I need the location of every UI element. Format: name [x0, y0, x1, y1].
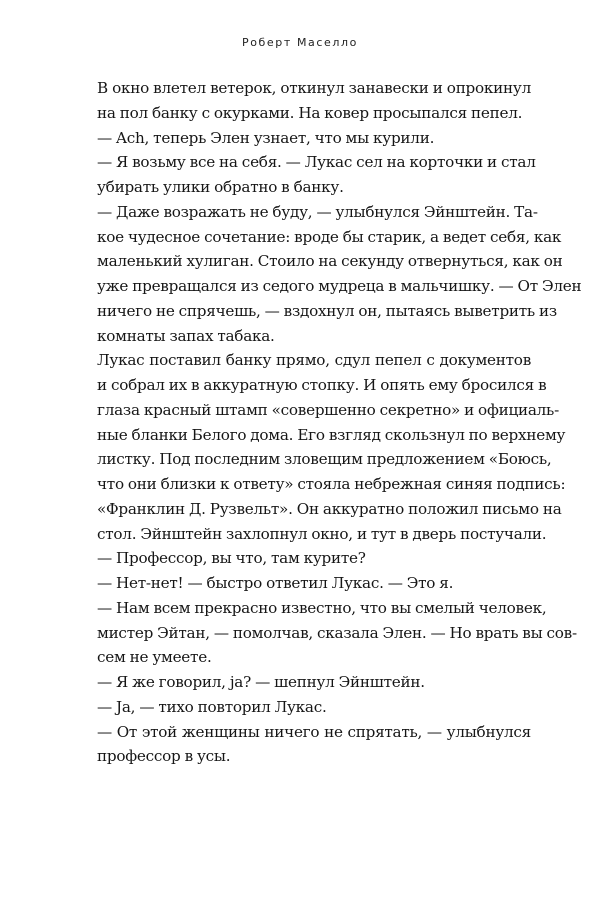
text-line: — Ach, теперь Элен узнает, что мы курили. [97, 128, 435, 147]
text-line: — Нам всем прекрасно известно, что вы смелый человек, [97, 598, 547, 617]
text-line: ные бланки Белого дома. Его взгляд скользнул по верхнему [97, 425, 566, 444]
text-line: стол. Эйнштейн захлопнул окно, и тут в дверь постучали. [97, 524, 547, 543]
text-line: и собрал их в аккуратную стопку. И опять ему бросился в [97, 376, 547, 394]
text-line: на пол банку с окурками. На ковер просыпался пепел. [97, 103, 523, 122]
text-line: — Даже возражать не буду, — улыбнулся Эйнштейн. Та- [97, 202, 538, 221]
text-line: — Ja, — тихо повторил Лукас. [97, 697, 327, 716]
text-line: кое чудесное сочетание: вроде бы старик, а ведет себя, как [97, 227, 562, 246]
text-line: мистер Эйтан, — помолчав, сказала Элен. — Но врать вы сов- [97, 623, 577, 642]
text-line: профессор в усы. [97, 747, 231, 766]
body-text [97, 76, 582, 769]
text-line: ничего не спрячешь, — вздохнул он, пытаясь выветрить из [97, 301, 557, 320]
text-line: — От этой женщины ничего не спрятать, — улыбнулся [97, 722, 531, 741]
text-line: уже превращался из седого мудреца в мальчишку. — От Элен [97, 277, 582, 295]
text-line: комнаты запах табака. [97, 326, 275, 345]
text-line: сем не умеете. [97, 648, 212, 667]
text-line: — Нет-нет! — быстро ответил Лукас. — Это я. [97, 574, 454, 592]
text-line: маленький хулиган. Стоило на секунду отвернуться, как он [97, 252, 563, 271]
text-line: что они близки к ответу» стояла небрежная синяя подпись: [97, 475, 566, 493]
text-line: — Профессор, вы что, там курите? [97, 549, 366, 568]
text-line: — Я же говорил, ja? — шепнул Эйнштейн. [97, 673, 425, 691]
text-line: глаза красный штамп «совершенно секретно» и официаль- [97, 400, 559, 419]
text-line: В окно влетел ветерок, откинул занавески и опрокинул [97, 79, 531, 97]
text-line: — Я возьму все на себя. — Лукас сел на корточки и стал [97, 153, 536, 172]
text-line: убирать улики обратно в банку. [97, 178, 344, 196]
text-line: листку. Под последним зловещим предложением «Боюсь, [97, 450, 552, 469]
running-header: Роберт Маселло [241, 36, 359, 49]
text-line: «Франклин Д. Рузвельт». Он аккуратно положил письмо на [97, 499, 562, 518]
text-line: Лукас поставил банку прямо, сдул пепел с документов [97, 351, 531, 370]
